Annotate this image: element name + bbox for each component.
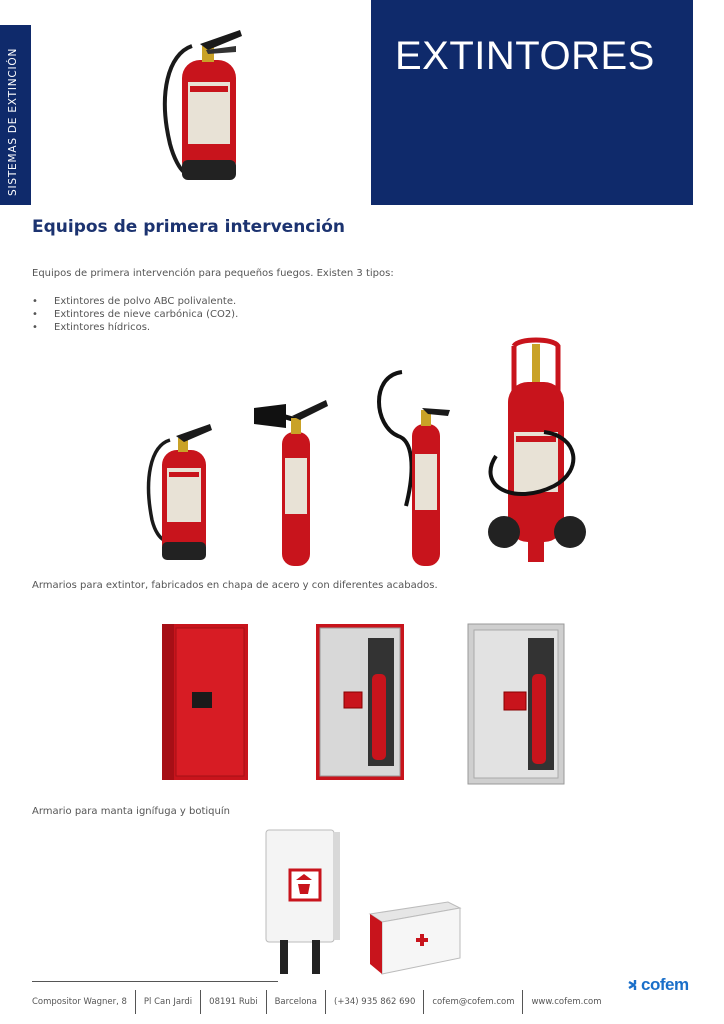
steel-cabinet-window-image (466, 622, 566, 786)
first-aid-kit-image (368, 900, 462, 976)
powder-extinguisher-image (140, 420, 215, 565)
fire-blanket-cabinet-image (264, 828, 340, 978)
co2-extinguisher-image (252, 398, 332, 566)
section-title: Equipos de primera intervención (32, 217, 345, 237)
footer-city: Barcelona (266, 990, 325, 1014)
side-tab-label: SISTEMAS DE EXTINCIÓN (7, 47, 19, 196)
red-cabinet-window-image (314, 622, 406, 782)
footer-area: Pl Can Jardi (135, 990, 200, 1014)
co2-hose-extinguisher-image (376, 366, 454, 566)
footer-email: cofem@cofem.com (423, 990, 522, 1014)
cofem-logo-text: cofem (641, 975, 689, 994)
list-item: • Extintores de polvo ABC polivalente. (32, 295, 238, 308)
cabinets-caption: Armarios para extintor, fabricados en chapa de acero y con diferentes acabados. (32, 580, 438, 591)
footer (32, 990, 610, 1014)
extinguisher-type-list (32, 295, 238, 334)
footer-phone: (+34) 935 862 690 (325, 990, 423, 1014)
footer-divider (32, 981, 278, 982)
footer-address: Compositor Wagner, 8 (32, 997, 127, 1007)
wheeled-extinguisher-image (484, 336, 588, 566)
blanket-caption: Armario para manta ignífuga y botiquín (32, 806, 230, 817)
footer-website: www.cofem.com (522, 990, 609, 1014)
list-item: • Extintores de nieve carbónica (CO2). (32, 308, 238, 321)
title-banner (371, 0, 693, 205)
cofem-logo-icon (627, 978, 641, 992)
list-item: • Extintores hídricos. (32, 321, 238, 334)
footer-postcode: 08191 Rubi (200, 990, 265, 1014)
cofem-logo (627, 975, 689, 995)
hero-extinguisher-image (150, 24, 250, 189)
red-cabinet-closed-image (160, 622, 250, 782)
banner-title: EXTINTORES (395, 34, 655, 78)
intro-text: Equipos de primera intervención para pequeños fuegos. Existen 3 tipos: (32, 268, 394, 279)
